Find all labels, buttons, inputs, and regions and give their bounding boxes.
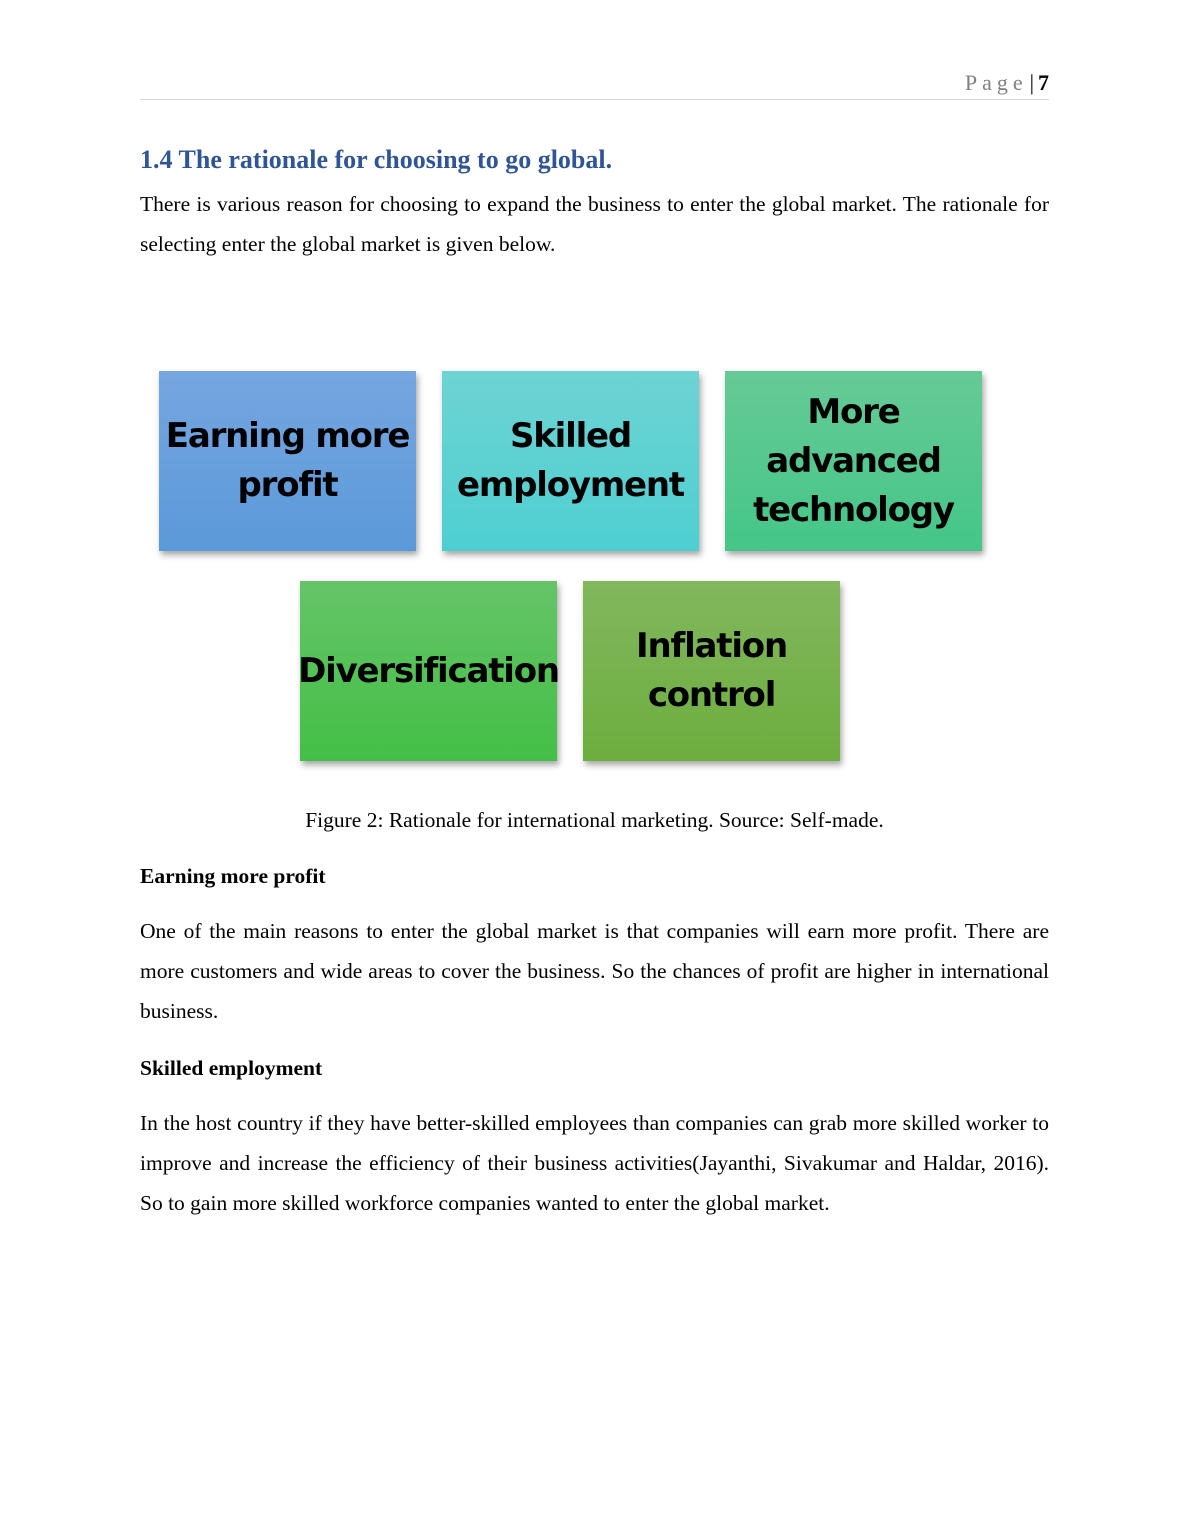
diagram-box-label: More advanced technology (753, 391, 954, 530)
page-number: 7 (1038, 70, 1049, 95)
section-title: 1.4 The rationale for choosing to go global. (140, 145, 613, 174)
page-label: Page (964, 70, 1028, 95)
subsection-body-profit: One of the main reasons to enter the global market is that companies will earn more profit. There are more customers and wide areas to cover the business. So the chances of profit are higher in international business. (140, 919, 1049, 1023)
diagram-box-label: Earning more profit (165, 416, 410, 505)
diagram-box-earning-more-profit (159, 371, 416, 551)
page-separator: | (1029, 70, 1034, 95)
subsection-heading-skilled: Skilled employment (140, 1056, 323, 1080)
subsection-body-skilled: In the host country if they have better-skilled employees than companies can grab more skilled worker to improve and increase the efficiency of their business activities(Jayanthi, Sivakumar and Haldar, 2016). So to gain more skilled workforce companies wanted to enter the global market. (140, 1111, 1049, 1215)
figure-caption: Figure 2: Rationale for international marketing. Source: Self-made. (305, 808, 884, 832)
diagram-box-label: Diversification (298, 650, 559, 691)
subsection-heading-profit: Earning more profit (140, 864, 326, 888)
diagram-box-skilled-employment (442, 371, 699, 551)
diagram-box-inflation-control (583, 581, 840, 761)
diagram-box-label: Skilled employment (457, 416, 684, 505)
page-header (140, 68, 1049, 100)
diagram-box-label: Inflation control (636, 626, 787, 715)
diagram-box-more-advanced-technology (725, 371, 982, 551)
diagram-box-diversification (300, 581, 557, 761)
intro-paragraph: There is various reason for choosing to expand the business to enter the global market. The rationale for selecting enter the global market is given below. (140, 192, 1049, 256)
